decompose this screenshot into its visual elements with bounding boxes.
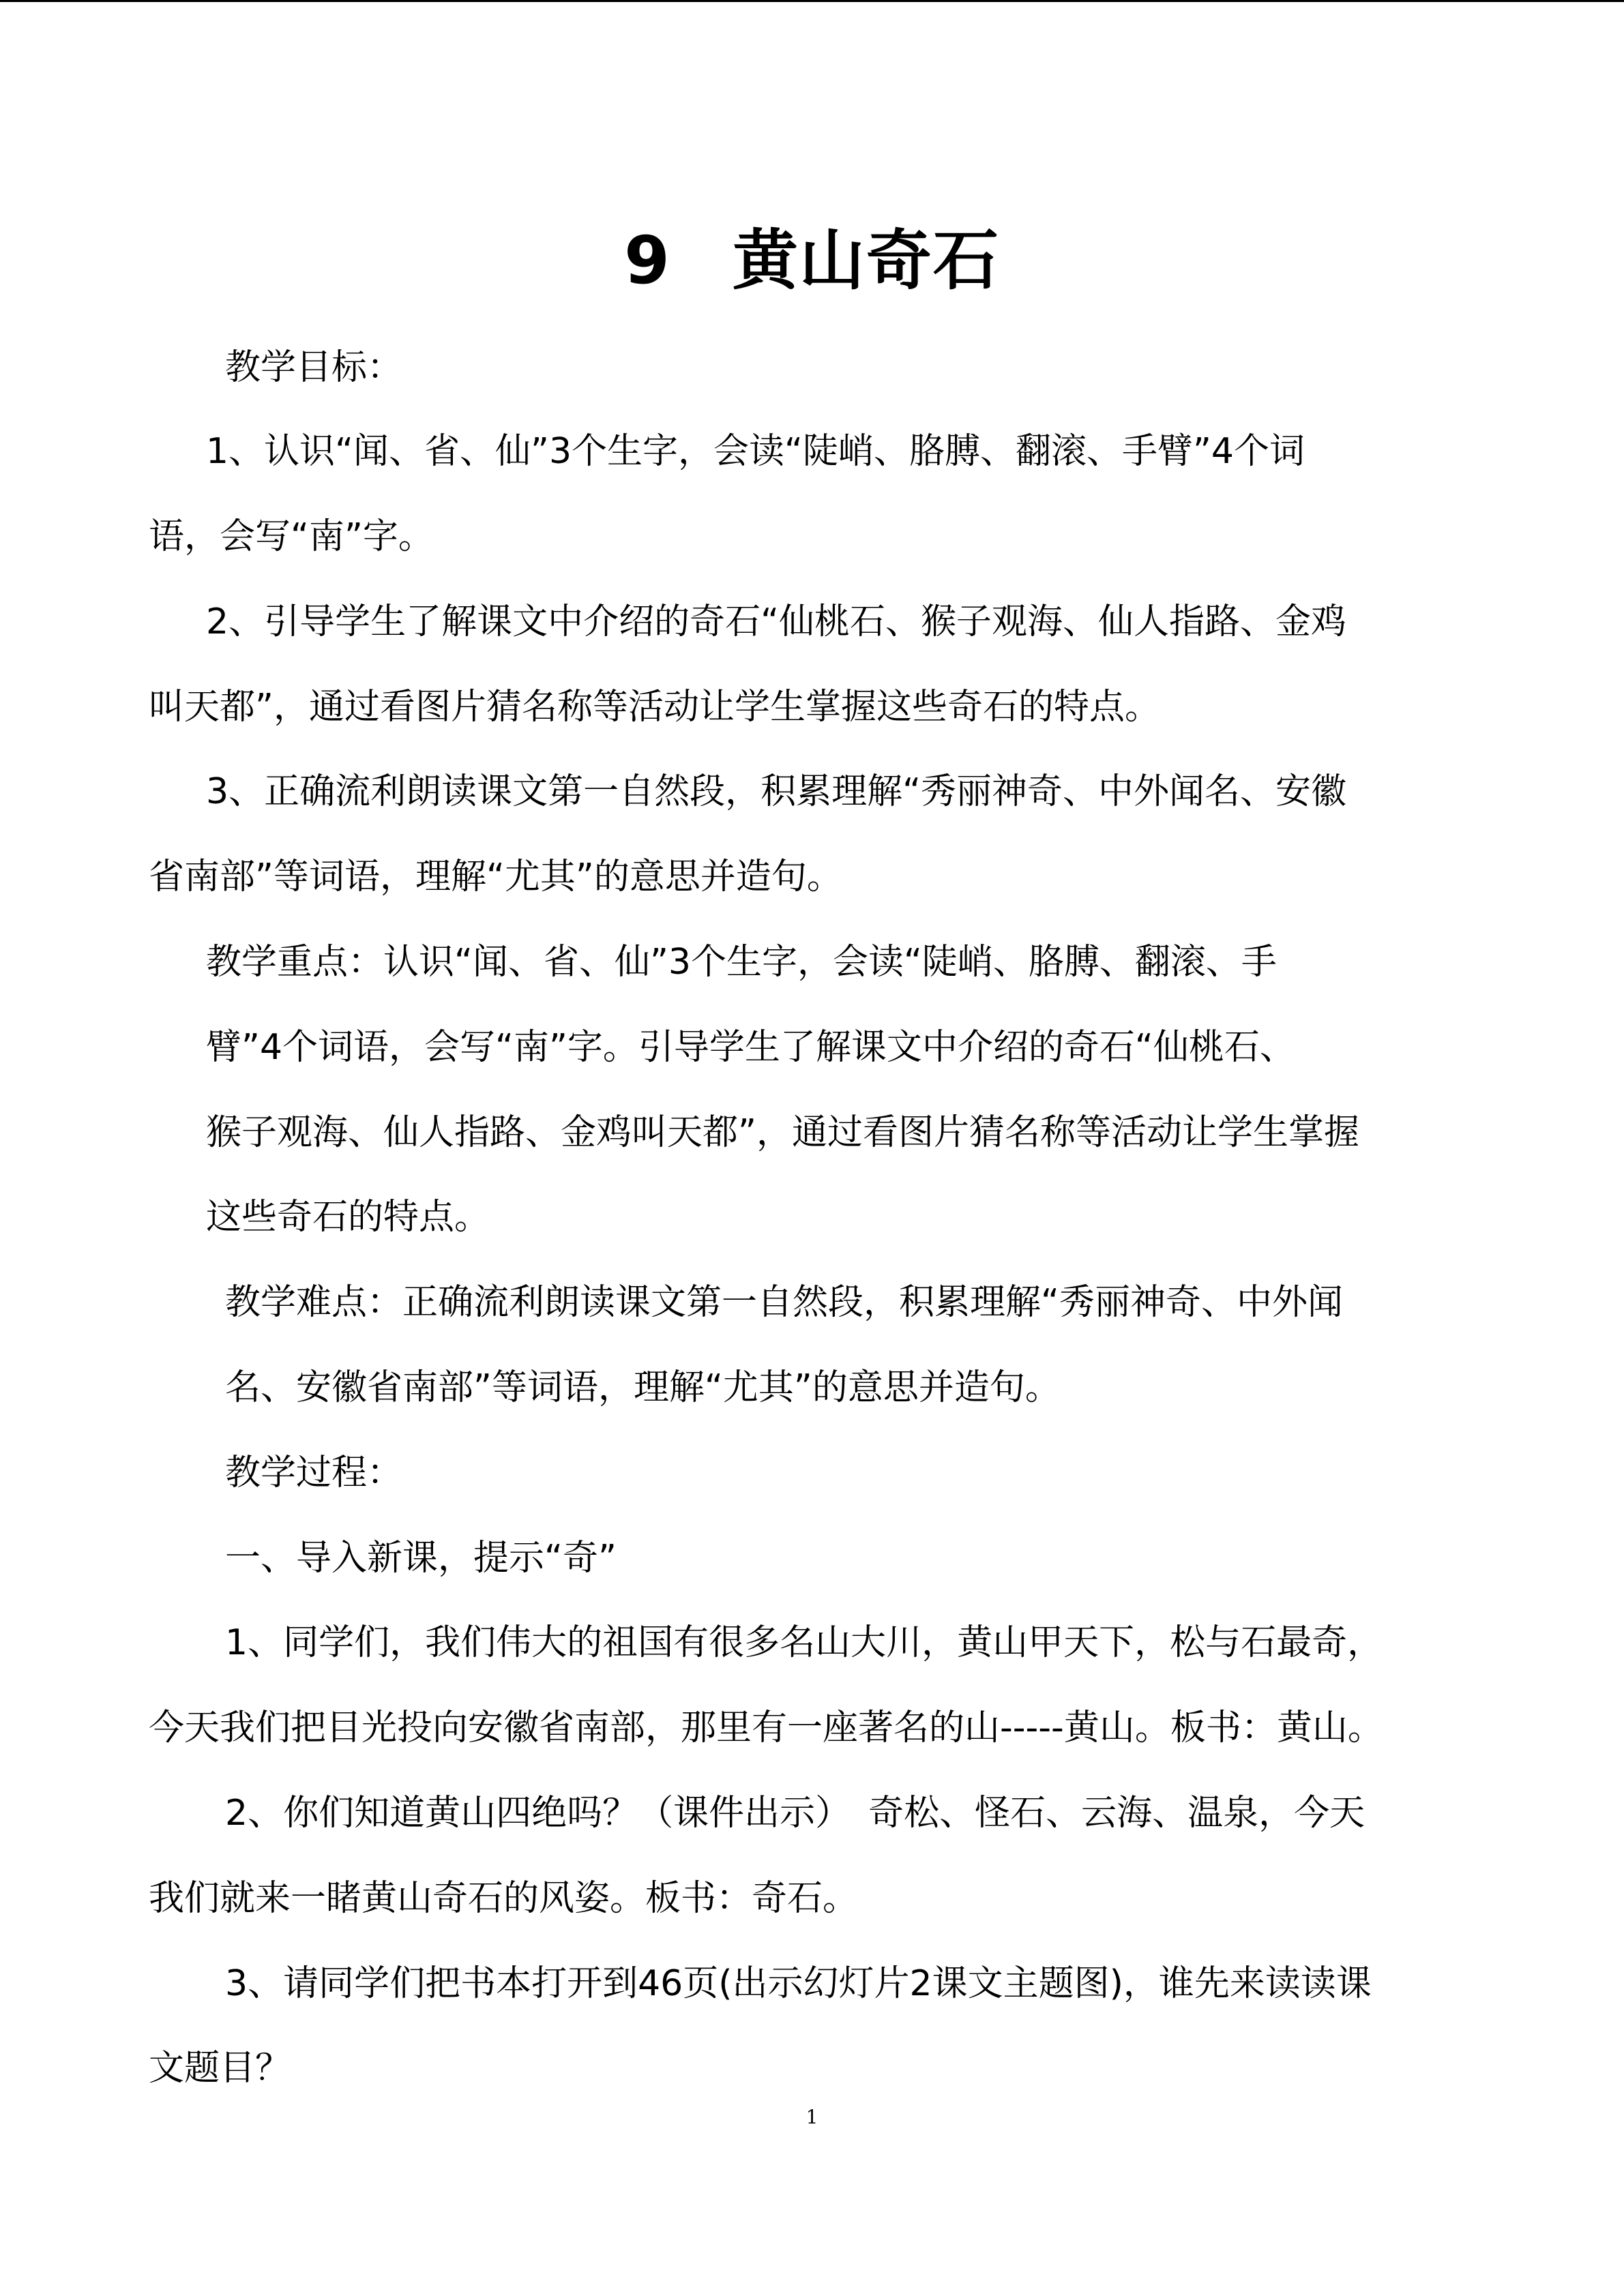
step-2-line-1: 2、你们知道黄山四绝吗？（课件出示） 奇松、怪石、云海、温泉，今天 — [225, 1793, 1365, 1834]
page-number: 1 — [806, 2106, 818, 2128]
process-heading: 教学过程： — [225, 1452, 403, 1493]
objective-1-line-2: 语，会写“南”字。 — [149, 516, 434, 557]
objective-2-line-2: 叫天都”，通过看图片猜名称等活动让学生掌握这些奇石的特点。 — [149, 687, 1160, 728]
difficulties-line-1: 教学难点：正确流利朗读课文第一自然段，积累理解“秀丽神奇、中外闻 — [225, 1282, 1343, 1323]
step-3-line-1: 3、请同学们把书本打开到46页(出示幻灯片2课文主题图)，谁先来读读课 — [225, 1963, 1372, 2004]
step-1-line-1: 1、同学们，我们伟大的祖国有很多名山大川，黄山甲天下，松与石最奇， — [225, 1622, 1383, 1663]
key-points-line-3: 猴子观海、仙人指路、金鸡叫天都”，通过看图片猜名称等活动让学生掌握 — [206, 1112, 1359, 1153]
key-points-line-4: 这些奇石的特点。 — [206, 1197, 490, 1238]
page-top-border — [0, 0, 1624, 2]
step-2-line-2: 我们就来一睹黄山奇石的风姿。板书：奇石。 — [149, 1878, 859, 1919]
document-title — [0, 217, 1624, 304]
objective-1-line-1: 1、认识“闻、省、仙”3个生字，会读“陡峭、胳膊、翻滚、手臂”4个词 — [206, 431, 1305, 472]
step-3-line-2: 文题目？ — [149, 2048, 291, 2089]
key-points-line-1: 教学重点：认识“闻、省、仙”3个生字，会读“陡峭、胳膊、翻滚、手 — [206, 942, 1277, 983]
difficulties-line-2: 名、安徽省南部”等词语，理解“尤其”的意思并造句。 — [225, 1367, 1061, 1408]
lesson-number: 9 — [624, 222, 671, 299]
objective-3-line-2: 省南部”等词语，理解“尤其”的意思并造句。 — [149, 856, 842, 897]
objective-3-line-1: 3、正确流利朗读课文第一自然段，积累理解“秀丽神奇、中外闻名、安徽 — [206, 771, 1347, 812]
key-points-line-2: 臂”4个词语，会写“南”字。引导学生了解课文中介绍的奇石“仙桃石、 — [206, 1027, 1295, 1068]
objectives-heading: 教学目标： — [225, 347, 403, 388]
section-1-heading: 一、导入新课，提示“奇” — [225, 1538, 617, 1579]
objective-2-line-1: 2、引导学生了解课文中介绍的奇石“仙桃石、猴子观海、仙人指路、金鸡 — [206, 601, 1347, 642]
step-1-line-2: 今天我们把目光投向安徽省南部，那里有一座著名的山-----黄山。板书：黄山。 — [149, 1708, 1383, 1748]
lesson-title: 黄山奇石 — [732, 222, 1000, 299]
